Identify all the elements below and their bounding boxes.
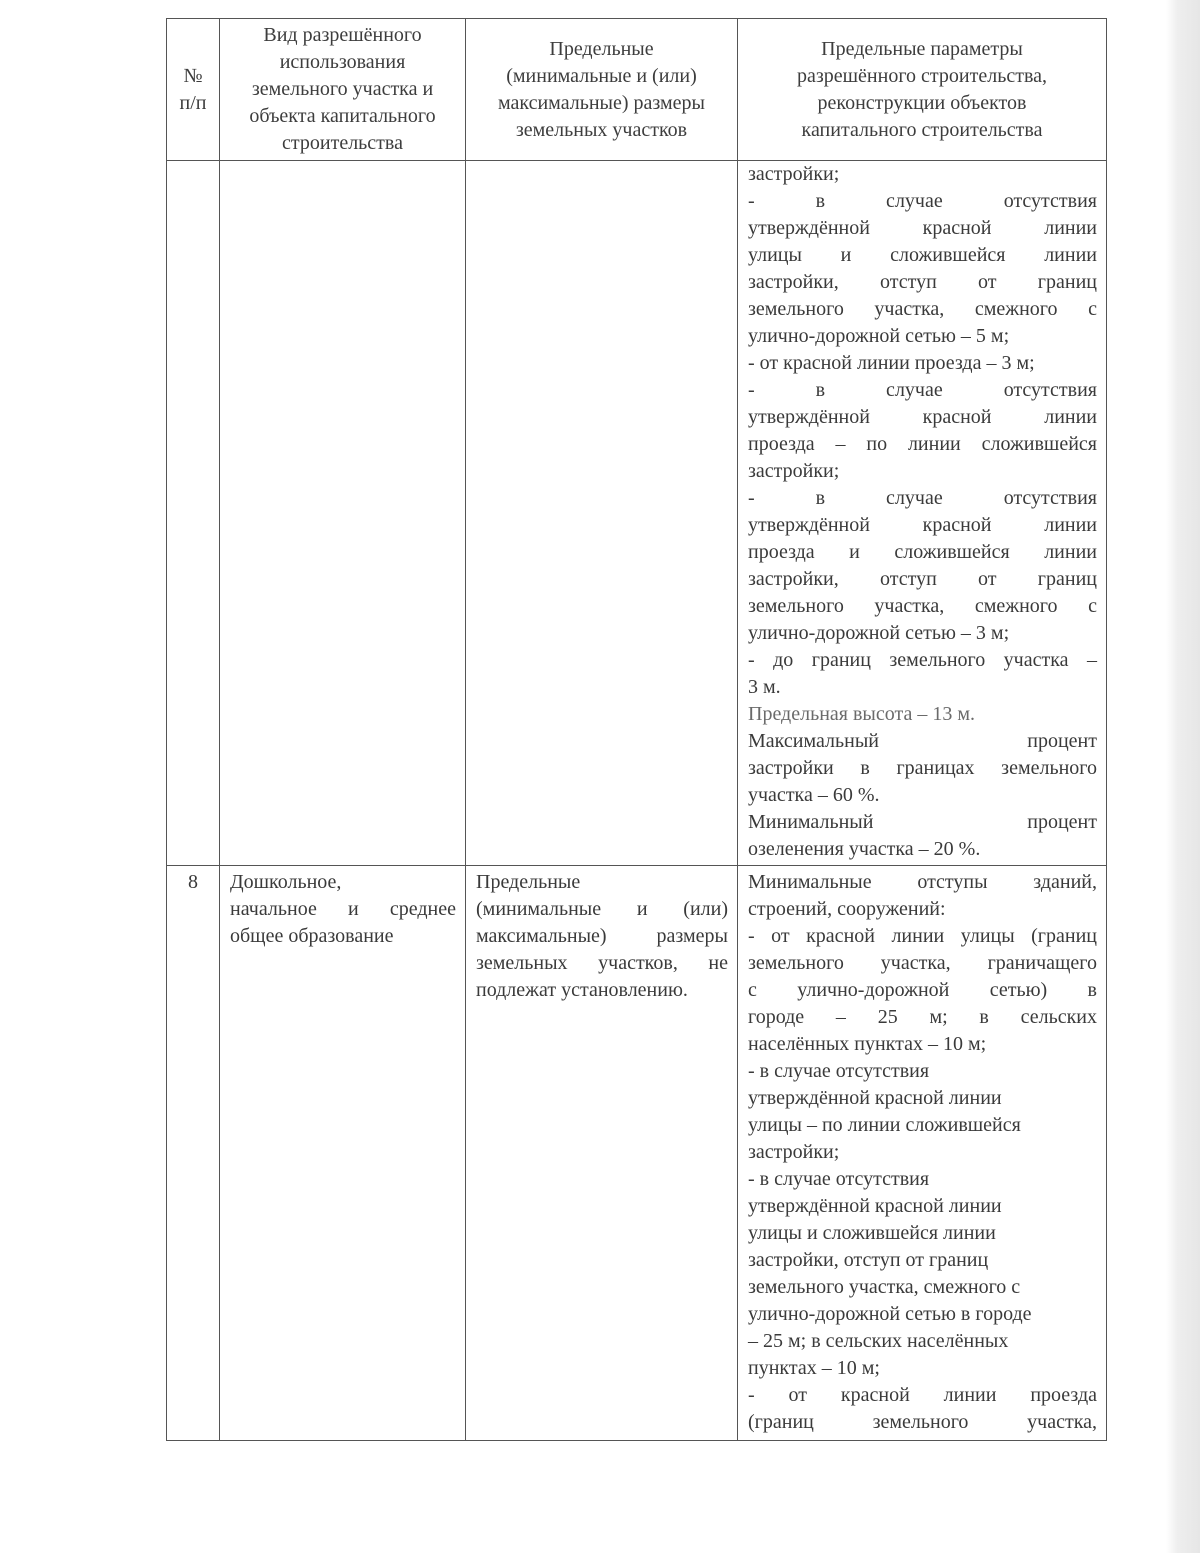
text-line: максимальные) размеры (497, 91, 705, 114)
text-line: застройки; (748, 163, 840, 185)
text-line: Дошкольное, (230, 871, 342, 893)
text-line: земельного участка, смежного с (748, 595, 1097, 617)
text-line: улично-дорожной сетью – 3 м; (748, 622, 1010, 644)
text-line: (минимальные и (или) (506, 64, 697, 87)
text-line: (границ земельного участка, (748, 1411, 1097, 1433)
text-line: застройки, отступ от границ (748, 1249, 989, 1271)
text-line: - от красной линии улицы (границ (748, 925, 1097, 947)
zoning-parameters-table (166, 18, 1107, 1441)
text-line: № (183, 64, 203, 87)
text-line: п/п (179, 91, 207, 114)
header-construction-parameters (738, 19, 1107, 161)
text-line: земельных участков, не (476, 952, 728, 974)
text-line: Максимальный процент (748, 730, 1097, 752)
text-line: - в случае отсутствия (748, 379, 1097, 401)
text-line: городе – 25 м; в сельских (748, 1006, 1097, 1028)
row-plot-size (466, 161, 738, 866)
text-line: строительства (282, 132, 403, 154)
text-line: – 25 м; в сельских населённых (748, 1330, 1009, 1352)
text-line: утверждённой красной линии (748, 1087, 1002, 1109)
text-line: застройки в границах земельного (748, 757, 1097, 779)
text-line: улично-дорожной сетью – 5 м; (748, 325, 1010, 347)
text-line: улицы – по линии сложившейся (748, 1114, 1021, 1136)
text-line: утверждённой красной линии (748, 514, 1097, 536)
text-line: застройки, отступ от границ (748, 568, 1097, 590)
text-line: земельного участка и (251, 78, 434, 100)
text-line: максимальные) размеры (476, 925, 728, 947)
text-line: строений, сооружений: (748, 898, 946, 920)
text-line: использования (279, 51, 406, 73)
row-construction-parameters (738, 866, 1107, 1441)
text-line: улично-дорожной сетью в городе (748, 1303, 1032, 1325)
text-line: Вид разрешённого (263, 24, 422, 46)
text-line: населённых пунктах – 10 м; (748, 1033, 987, 1055)
text-line: - от красной линии проезда – 3 м; (748, 352, 1035, 374)
text-line: участка – 60 %. (748, 784, 880, 806)
text-line: 3 м. (748, 676, 781, 698)
text-line: земельного участка, граничащего (748, 952, 1097, 974)
text-line: Предельная высота – 13 м. (748, 703, 976, 725)
row-permitted-use (220, 866, 466, 1441)
table-row (167, 161, 1107, 866)
table-header-row (167, 19, 1107, 161)
text-line: капитального строительства (801, 118, 1043, 141)
text-line: общее образование (230, 925, 394, 947)
text-line: - в случае отсутствия (748, 487, 1097, 509)
row-plot-size (466, 866, 738, 1441)
text-line: проезда – по линии сложившейся (748, 433, 1097, 455)
scan-edge-shadow (1166, 0, 1200, 1553)
row-construction-parameters (738, 161, 1107, 866)
text-line: реконструкции объектов (817, 91, 1027, 114)
text-line: застройки; (748, 460, 840, 482)
text-line: Минимальные отступы зданий, (748, 871, 1097, 893)
text-line: земельного участка, смежного с (748, 298, 1097, 320)
text-line: подлежат установлению. (476, 979, 688, 1001)
header-plot-size-limits (466, 19, 738, 161)
text-line: утверждённой красной линии (748, 406, 1097, 428)
row-number: 8 (167, 866, 220, 1441)
text-line: объекта капитального (249, 105, 436, 127)
text-line: утверждённой красной линии (748, 217, 1097, 239)
text-line: Предельные (549, 37, 654, 60)
text-line: - от красной линии проезда (748, 1384, 1097, 1406)
text-line: пунктах – 10 м; (748, 1357, 880, 1379)
text-line: с улично-дорожной сетью) в (748, 979, 1097, 1001)
row-permitted-use (220, 161, 466, 866)
text-line: Минимальный процент (748, 811, 1097, 833)
text-line: проезда и сложившейся линии (748, 541, 1097, 563)
text-line: - в случае отсутствия (748, 1168, 930, 1190)
text-line: - в случае отсутствия (748, 1060, 930, 1082)
text-line: - в случае отсутствия (748, 190, 1097, 212)
text-line: - до границ земельного участка – (748, 649, 1097, 671)
text-line: (минимальные и (или) (476, 898, 728, 920)
text-line: озеленения участка – 20 %. (748, 838, 981, 860)
table-row (167, 866, 1107, 1441)
text-line: улицы и сложившейся линии (748, 244, 1097, 266)
row-number (167, 161, 220, 866)
text-line: Предельные параметры (821, 37, 1023, 60)
text-line: Предельные (476, 871, 581, 893)
text-line: застройки; (748, 1141, 840, 1163)
text-line: земельных участков (515, 118, 688, 141)
text-line: начальное и среднее (230, 898, 456, 920)
text-line: земельного участка, смежного с (748, 1276, 1021, 1298)
text-line: застройки, отступ от границ (748, 271, 1097, 293)
text-line: разрешённого строительства, (797, 64, 1047, 87)
text-line: улицы и сложившейся линии (748, 1222, 996, 1244)
text-line: утверждённой красной линии (748, 1195, 1002, 1217)
header-number (167, 19, 220, 161)
header-permitted-use (220, 19, 466, 161)
